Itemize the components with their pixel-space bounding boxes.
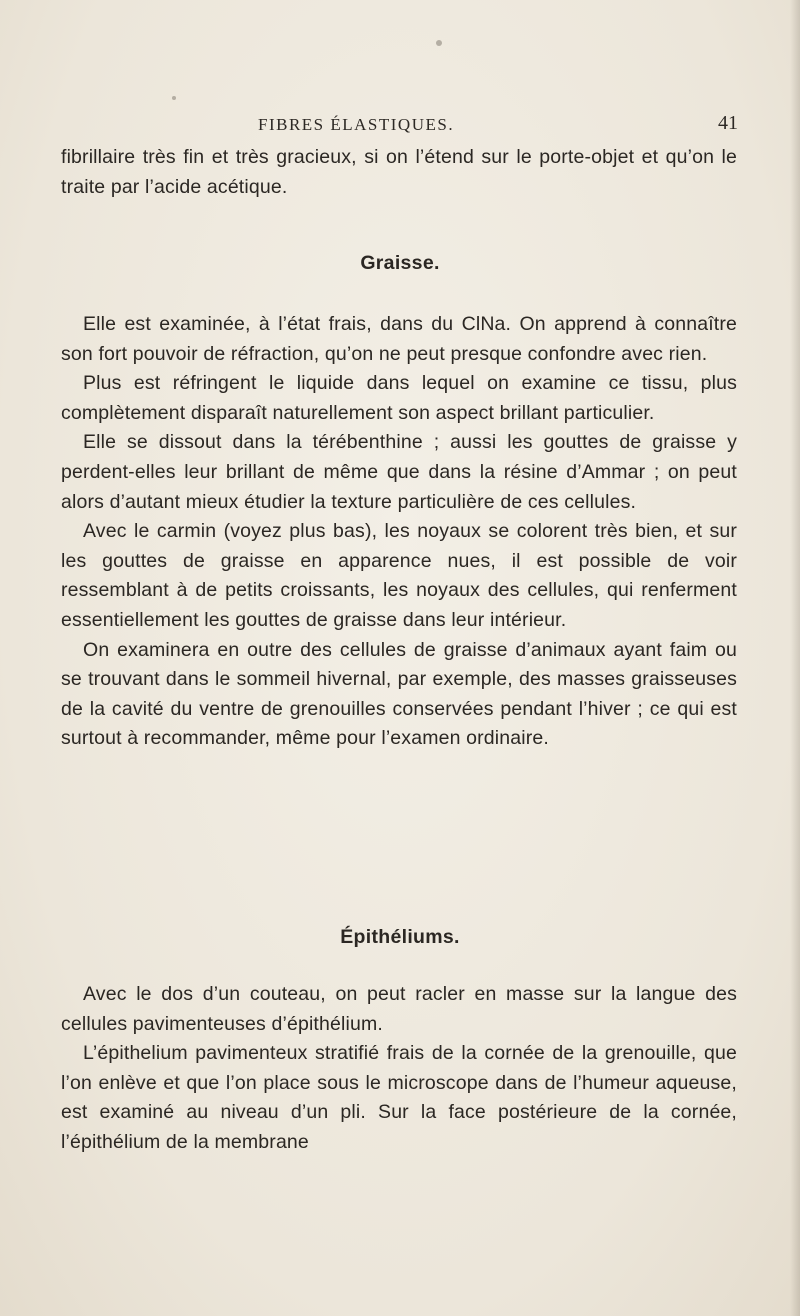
section-heading-graisse: Graisse. bbox=[360, 252, 440, 274]
section-body-epitheliums bbox=[61, 980, 737, 1158]
paragraph: On examinera en outre des cellules de graisse d’animaux ayant faim ou se trouvant dans le sommeil hivernal, par exemple, des masses graisseuses de la cavité du ventre de grenouilles conservées pendant l’hiver ; ce qui est surtout à recommander, même pour l’examen ordinaire. bbox=[61, 638, 737, 750]
paragraph: Avec le carmin (voyez plus bas), les noyaux se colorent très bien, et sur les gouttes de graisse en apparence nues, il est possible de voir ressemblant à de petits croissants, les noyaux des cellules, qui renferment essentiellement les gouttes de graisse dans leur intérieur. bbox=[61, 520, 737, 631]
paragraph: fibrillaire très fin et très gracieux, si on l’étend sur le porte-objet et qu’on le traite par l’acide acétique. bbox=[61, 146, 737, 198]
page-number: 41 bbox=[718, 112, 738, 134]
paragraph: L’épithelium pavimenteux stratifié frais de la cornée de la grenouille, que l’on enlève et que l’on place sous le microscope dans de l’humeur aqueuse, est examiné au niveau d’un pli. Sur la face postérieure de la cornée, l’épithélium de la membrane bbox=[61, 1042, 737, 1153]
section-heading-epitheliums: Épithéliums. bbox=[340, 926, 460, 948]
paragraph: Plus est réfringent le liquide dans lequel on examine ce tissu, plus complètement disparaît naturellement son aspect brillant particulier. bbox=[61, 372, 737, 424]
ink-speck bbox=[436, 40, 442, 46]
running-title: FIBRES ÉLASTIQUES. bbox=[258, 115, 455, 134]
paragraph: Elle se dissout dans la térébenthine ; aussi les gouttes de graisse y perdent-elles leur brillant de même que dans la résine d’Ammar ; on peut alors d’autant mieux étudier la texture particulière de ces cellules. bbox=[61, 431, 737, 513]
intro-text bbox=[61, 143, 737, 202]
paragraph: Avec le dos d’un couteau, on peut racler en masse sur la langue des cellules pavimenteuses d’épithélium. bbox=[61, 983, 737, 1035]
section-body-graisse bbox=[61, 310, 737, 754]
page-edge-shadow bbox=[790, 0, 800, 1316]
ink-speck bbox=[172, 96, 176, 100]
paragraph: Elle est examinée, à l’état frais, dans du ClNa. On apprend à connaître son fort pouvoir de réfraction, qu’on ne peut presque confondre avec rien. bbox=[61, 313, 737, 365]
